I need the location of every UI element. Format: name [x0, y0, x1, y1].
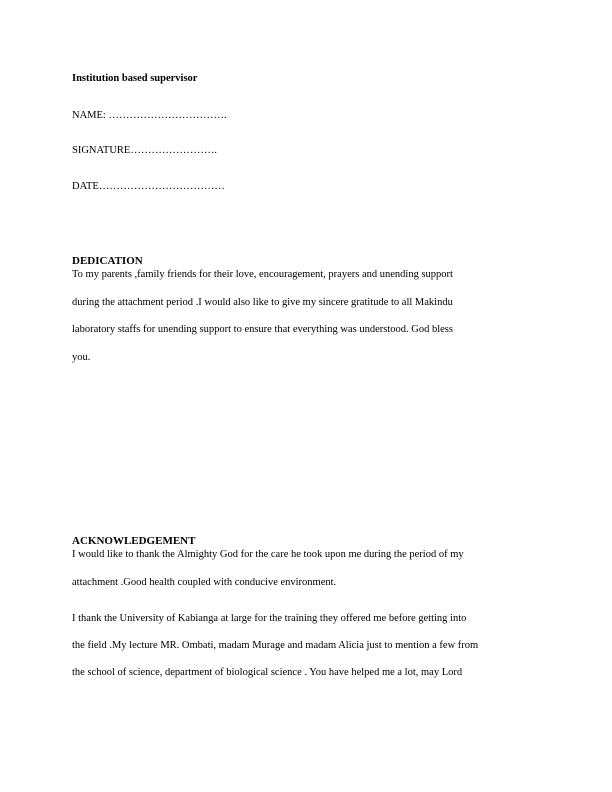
dedication-heading: DEDICATION [72, 255, 143, 267]
acknowledgement-line: I thank the University of Kabianga at large for the training they offered me before getting into [72, 613, 467, 624]
dedication-line: To my parents ,family friends for their love, encouragement, prayers and unending support [72, 269, 453, 280]
acknowledgement-line: attachment .Good health coupled with conducive environment. [72, 577, 337, 588]
dedication-line: laboratory staffs for unending support to ensure that everything was understood. God bless [72, 324, 453, 335]
dedication-line: you. [72, 352, 91, 363]
acknowledgement-line: the school of science, department of biological science . You have helped me a lot, may Lord [72, 667, 463, 678]
dedication-line: during the attachment period .I would also like to give my sincere gratitude to all Makindu [72, 297, 453, 308]
supervisor-signature-line: SIGNATURE……………………. [72, 145, 217, 156]
supervisor-name-line: NAME: ……………………………. [72, 110, 227, 121]
acknowledgement-heading: ACKNOWLEDGEMENT [72, 535, 196, 547]
supervisor-date-line: DATE……………………………… [72, 181, 225, 192]
acknowledgement-line: I would like to thank the Almighty God for the care he took upon me during the period of my [72, 549, 464, 560]
supervisor-title: Institution based supervisor [72, 73, 198, 84]
acknowledgement-line: the field .My lecture MR. Ombati, madam Murage and madam Alicia just to mention a few from [72, 640, 479, 651]
